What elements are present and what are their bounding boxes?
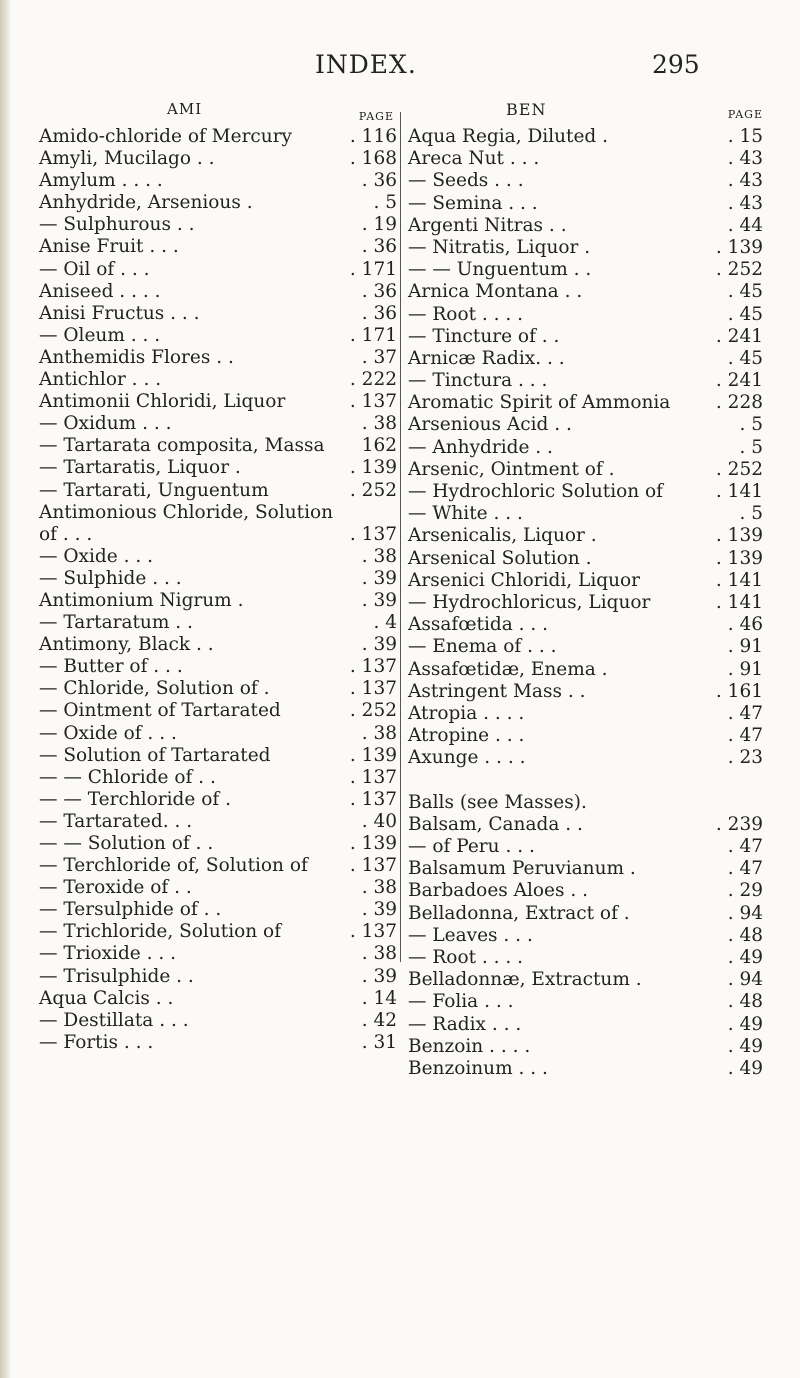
index-term: — Teroxide of . . [39, 877, 192, 899]
index-term: — Fortis . . . [39, 1031, 154, 1053]
index-term: Argenti Nitras . . [408, 214, 567, 236]
index-page-ref: . 19 [361, 214, 397, 236]
index-entry [408, 969, 763, 991]
index-page-ref: . 29 [727, 880, 763, 902]
index-entry [39, 833, 397, 855]
index-term: — Oxide . . . [39, 545, 153, 567]
index-page-ref: . 39 [361, 899, 397, 921]
index-term: — Radix . . . [408, 1013, 522, 1035]
index-page-ref: . 36 [361, 280, 397, 302]
index-entry [39, 546, 397, 568]
index-term: Amido-chloride of Mercury [39, 126, 292, 147]
index-term: Arsenical Solution . [408, 547, 592, 569]
index-entry [39, 767, 397, 789]
index-term: — Tersulphide of . . [39, 899, 222, 921]
index-term: — Root . . . . [408, 946, 524, 968]
index-entry [408, 259, 763, 281]
index-term: Axunge . . . . [408, 747, 526, 769]
page-number: 295 [652, 50, 700, 79]
index-term: Amylum . . . . [39, 170, 163, 192]
index-page-ref: . 45 [727, 281, 763, 303]
index-page-ref: . 45 [727, 303, 763, 325]
index-entry [39, 480, 397, 502]
index-page-ref: . 5 [739, 503, 763, 525]
page-title: INDEX. [315, 50, 417, 79]
index-entry [408, 525, 763, 547]
index-page-ref: . 137 [349, 656, 397, 678]
left-entry-list [39, 126, 397, 1054]
index-entry [39, 1010, 397, 1032]
index-term: — — Unguentum . . [408, 259, 592, 281]
index-term: — Destillata . . . [39, 1009, 189, 1031]
index-page-ref: 162 [361, 435, 397, 457]
index-page-ref: . 14 [361, 987, 397, 1009]
index-entry [408, 636, 763, 658]
index-entry [408, 148, 763, 170]
index-entry [408, 659, 763, 681]
index-page-ref: . 239 [715, 813, 763, 835]
index-entry [408, 237, 763, 259]
index-page-ref: . 49 [727, 1057, 763, 1079]
page-binding-edge [0, 0, 10, 1378]
index-entry [39, 259, 397, 281]
index-page-ref: . 171 [349, 324, 397, 346]
index-entry [408, 769, 763, 791]
index-page-ref: . 252 [715, 259, 763, 281]
index-entry [39, 811, 397, 833]
index-term: Aromatic Spirit of Ammonia [408, 392, 671, 414]
index-page-ref: . 47 [727, 702, 763, 724]
index-term: Atropia . . . . [408, 702, 525, 724]
index-term: Aniseed . . . . [39, 280, 161, 302]
index-entry [39, 877, 397, 899]
index-entry [39, 943, 397, 965]
index-term: Aqua Regia, Diluted . [408, 126, 609, 147]
index-entry [408, 792, 763, 814]
index-entry [39, 568, 397, 590]
index-entry [39, 325, 397, 347]
index-page-ref: . 49 [727, 946, 763, 968]
index-page-ref: . 38 [361, 722, 397, 744]
index-page-ref: . 36 [361, 236, 397, 258]
index-page-ref: . 47 [727, 858, 763, 880]
index-term: Antimonium Nigrum . [39, 589, 244, 611]
index-term: Balls (see Masses). [408, 791, 587, 813]
index-page-ref: . 15 [727, 126, 763, 147]
index-page-ref: . 31 [361, 1031, 397, 1053]
index-term: Anthemidis Flores . . [39, 346, 234, 368]
index-term: — Oxide of . . . [39, 722, 177, 744]
index-term: — Solution of Tartarated [39, 744, 271, 766]
index-term: — Folia . . . [408, 991, 514, 1013]
index-term: — Trichloride, Solution of [39, 921, 282, 943]
index-term: Arsenic, Ointment of . [408, 458, 615, 480]
index-page-ref: . 168 [349, 148, 397, 170]
index-term: — Semina . . . [408, 192, 538, 214]
index-page-ref: . 252 [349, 700, 397, 722]
left-column-header [39, 100, 397, 126]
index-page-ref: . 48 [727, 924, 763, 946]
index-entry [408, 681, 763, 703]
index-entry [408, 459, 763, 481]
index-term: Balsam, Canada . . [408, 813, 583, 835]
index-page-ref: . 39 [361, 965, 397, 987]
index-entry [408, 880, 763, 902]
index-entry [408, 326, 763, 348]
index-term: Arsenicalis, Liquor . [408, 525, 597, 547]
index-entry [39, 126, 397, 148]
index-entry [39, 413, 397, 435]
index-page-ref: . 5 [373, 192, 397, 214]
index-term: — Tartarati, Unguentum [39, 479, 269, 501]
index-term: — Chloride, Solution of . [39, 678, 270, 700]
index-term: Assafœtida . . . [408, 614, 549, 636]
index-term: — Tincture of . . [408, 325, 560, 347]
index-entry [39, 1032, 397, 1054]
index-entry [408, 1036, 763, 1058]
index-entry [39, 745, 397, 767]
index-page-ref: . 39 [361, 634, 397, 656]
index-term: Barbadoes Aloes . . [408, 880, 589, 902]
index-page-ref: . 40 [361, 810, 397, 832]
page-header [0, 50, 800, 90]
index-term: — Hydrochloricus, Liquor [408, 591, 651, 613]
index-page-ref: . 161 [715, 680, 763, 702]
index-entry [408, 725, 763, 747]
index-entry [39, 303, 397, 325]
index-page-ref: . 222 [349, 369, 397, 391]
left-column-heading: AMI [167, 100, 203, 118]
index-term: — Oxidum . . . [39, 413, 172, 435]
index-entry [39, 236, 397, 258]
index-entry [39, 524, 397, 546]
index-page-ref: . 141 [715, 481, 763, 502]
index-entry [39, 502, 397, 524]
right-page-label: PAGE [727, 108, 763, 121]
index-page-ref: . 43 [727, 192, 763, 214]
index-entry [39, 966, 397, 988]
index-term: Balsamum Peruvianum . [408, 858, 636, 880]
index-term: Astringent Mass . . [408, 680, 586, 702]
index-term: — — Chloride of . . [39, 766, 216, 788]
index-page-ref: . 38 [361, 877, 397, 899]
index-page-ref: . 39 [361, 589, 397, 611]
index-page-ref: . 49 [727, 1035, 763, 1057]
index-entry [408, 925, 763, 947]
index-term: Assafœtidæ, Enema . [408, 658, 608, 680]
index-page-ref: . 42 [361, 1009, 397, 1031]
index-term: Anise Fruit . . . [39, 236, 179, 258]
index-entry [408, 392, 763, 414]
index-term: — White . . . [408, 503, 523, 525]
right-column-heading: BEN [506, 100, 547, 119]
index-term: — Trioxide . . . [39, 943, 177, 965]
index-term: — Tartarated. . . [39, 810, 193, 832]
index-page-ref: . 43 [727, 170, 763, 192]
index-page-ref: . 47 [727, 836, 763, 857]
index-entry [39, 988, 397, 1010]
left-page-label: PAGE [358, 110, 394, 123]
index-term: — — Terchloride of . [39, 788, 231, 810]
index-entry [408, 370, 763, 392]
index-page-ref: . 5 [739, 414, 763, 436]
index-term: — Tinctura . . . [408, 370, 548, 392]
index-page-ref: . 141 [715, 569, 763, 591]
index-page-ref: . 46 [727, 614, 763, 636]
index-page-ref: . 139 [349, 833, 397, 854]
index-term: — Root . . . . [408, 303, 524, 325]
index-term: — Seeds . . . [408, 170, 524, 192]
index-term: — — Solution of . . [39, 833, 214, 854]
index-entry [39, 723, 397, 745]
index-entry [39, 700, 397, 722]
index-term: Areca Nut . . . [408, 148, 540, 170]
index-page-ref: . 241 [715, 370, 763, 392]
index-entry [408, 126, 763, 148]
index-page-ref: . 43 [727, 148, 763, 170]
index-term: — Tartaratum . . [39, 612, 193, 634]
index-term: Antichlor . . . [39, 369, 162, 391]
index-entry [408, 193, 763, 215]
index-page-ref: . 139 [715, 236, 763, 258]
index-entry [39, 612, 397, 634]
index-term: Benzoinum . . . [408, 1057, 548, 1079]
index-term: Arsenious Acid . . [408, 414, 572, 436]
index-entry [39, 634, 397, 656]
index-entry [408, 348, 763, 370]
index-term: Arnicæ Radix. . . [408, 347, 565, 369]
index-entry [408, 814, 763, 836]
index-entry [408, 703, 763, 725]
index-page-ref: . 5 [739, 436, 763, 458]
index-page-ref: . 4 [373, 612, 397, 634]
right-entry-list [408, 126, 763, 1080]
right-column-header [408, 100, 763, 126]
index-term: — Sulphide . . . [39, 567, 182, 589]
index-page-ref: . 139 [715, 525, 763, 547]
index-term: Belladonna, Extract of . [408, 902, 630, 924]
index-entry [39, 369, 397, 391]
index-page-ref: . 91 [727, 636, 763, 658]
index-page-ref: . 137 [349, 678, 397, 700]
index-term: — Nitratis, Liquor . [408, 236, 591, 258]
index-entry [408, 947, 763, 969]
index-page-ref: . 49 [727, 1013, 763, 1035]
index-term: — Tartarata composita, Massa [39, 435, 325, 457]
index-page-ref: . 137 [349, 921, 397, 943]
index-page-ref: . 137 [349, 788, 397, 810]
index-page-ref: . 137 [349, 855, 397, 877]
index-page-ref: . 48 [727, 991, 763, 1013]
index-page-ref: . 37 [361, 346, 397, 368]
index-term: — Hydrochloric Solution of [408, 481, 664, 502]
index-page-ref: . 141 [715, 591, 763, 613]
index-page-ref: . 228 [715, 392, 763, 414]
index-entry [408, 903, 763, 925]
index-term: — Leaves . . . [408, 924, 533, 946]
index-entry [408, 548, 763, 570]
index-page-ref: . 171 [349, 258, 397, 280]
index-entry [39, 170, 397, 192]
index-entry [39, 148, 397, 170]
index-page-ref: . 94 [727, 969, 763, 991]
index-page-ref: . 44 [727, 214, 763, 236]
index-page-ref: . 139 [349, 744, 397, 766]
index-term: Antimonii Chloridi, Liquor [39, 391, 286, 413]
index-entry [39, 457, 397, 479]
index-entry [39, 899, 397, 921]
index-page-ref: . 137 [349, 766, 397, 788]
index-entry [39, 678, 397, 700]
index-entry [408, 592, 763, 614]
index-page-ref: . 241 [715, 325, 763, 347]
index-page-ref: . 139 [715, 547, 763, 569]
index-page-ref: . 45 [727, 347, 763, 369]
index-entry [39, 214, 397, 236]
index-entry [39, 656, 397, 678]
index-term: of . . . [39, 523, 93, 545]
index-entry [408, 1058, 763, 1080]
index-page-ref: . 23 [727, 747, 763, 769]
index-term: — Oil of . . . [39, 258, 150, 280]
index-term: Anisi Fructus . . . [39, 302, 200, 324]
index-page-ref: . 252 [715, 458, 763, 480]
index-entry [408, 503, 763, 525]
index-term: — Sulphurous . . [39, 214, 195, 236]
index-entry [408, 437, 763, 459]
index-term: Arsenici Chloridi, Liquor [408, 569, 640, 591]
index-page-ref: . 116 [349, 126, 397, 147]
index-entry [408, 747, 763, 769]
index-term: Atropine . . . [408, 725, 525, 747]
index-page-ref: . 39 [361, 567, 397, 589]
index-entry [39, 789, 397, 811]
index-term: Benzoin . . . . [408, 1035, 531, 1057]
index-term: Belladonnæ, Extractum . [408, 969, 642, 991]
index-entry [408, 836, 763, 858]
column-divider [400, 112, 401, 962]
index-entry [39, 281, 397, 303]
index-entry [408, 614, 763, 636]
right-column [408, 100, 763, 1080]
index-entry [408, 570, 763, 592]
index-entry [39, 855, 397, 877]
index-term: Anhydride, Arsenious . [39, 192, 253, 214]
index-page-ref: . 36 [361, 302, 397, 324]
index-term: — Terchloride of, Solution of [39, 855, 308, 877]
index-term: — Tartaratis, Liquor . [39, 457, 241, 479]
index-entry [408, 481, 763, 503]
index-term: — Oleum . . . [39, 324, 161, 346]
index-page-ref: . 94 [727, 902, 763, 924]
index-page-ref: . 137 [349, 391, 397, 413]
index-entry [39, 435, 397, 457]
index-term: Arnica Montana . . [408, 281, 583, 303]
index-entry [39, 192, 397, 214]
left-column [39, 100, 397, 1054]
index-entry [408, 215, 763, 237]
index-entry [39, 391, 397, 413]
index-page-ref: . 38 [361, 943, 397, 965]
index-page-ref: . 38 [361, 545, 397, 567]
index-page-ref: . 137 [349, 523, 397, 545]
index-term: Antimonious Chloride, Solution [39, 501, 334, 523]
index-term: — Trisulphide . . [39, 965, 194, 987]
index-entry [408, 1014, 763, 1036]
index-entry [408, 170, 763, 192]
index-page-ref: . 139 [349, 457, 397, 479]
index-term: — Butter of . . . [39, 656, 183, 678]
index-term: — Ointment of Tartarated [39, 700, 281, 722]
index-term: Amyli, Mucilago . . [39, 148, 215, 170]
index-entry [39, 590, 397, 612]
index-entry [408, 991, 763, 1013]
index-term: Antimony, Black . . [39, 634, 214, 656]
index-entry [408, 414, 763, 436]
index-page-ref: . 47 [727, 725, 763, 747]
index-entry [408, 304, 763, 326]
index-entry [408, 858, 763, 880]
index-term: — of Peru . . . [408, 836, 535, 857]
index-page-ref: . 38 [361, 413, 397, 435]
index-page-ref: . 91 [727, 658, 763, 680]
index-page-ref: . 36 [361, 170, 397, 192]
index-term: — Enema of . . . [408, 636, 557, 658]
index-entry [408, 281, 763, 303]
index-term: — Anhydride . . [408, 436, 553, 458]
index-entry [39, 347, 397, 369]
index-entry [39, 921, 397, 943]
index-page-ref: . 252 [349, 479, 397, 501]
index-term: Aqua Calcis . . [39, 987, 174, 1009]
